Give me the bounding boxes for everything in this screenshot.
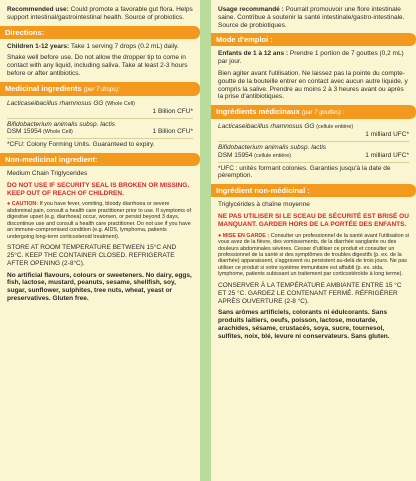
directions-header-fr: Mode d'emploi : — [211, 33, 416, 46]
security-warning: DO NOT USE IF SECURITY SEAL IS BROKEN OR MISSING. KEEP OUT OF REACH OF CHILDREN. — [7, 181, 190, 197]
directions-header: Directions: — [0, 26, 200, 39]
ingredient-2-fr: Bifidobacterium animalis subsp. lactis DSM 15954 (cellule entière) 1 milliard UFC* — [218, 144, 409, 163]
directions-text-fr: Bien agiter avant l'utilisation. Ne laissez pas la pointe du compte-goutte de la bouteille entrer en contact avec aucun autre liquide, y compris la salive. Prendre au moins 2 à 3 heures avant ou après la prise d'antibiotiques. — [218, 69, 408, 101]
children-dosage: Children 1-12 years: Take 1 serving 7 drops (0.2 mL) daily. — [7, 42, 179, 50]
medicinal-header: Medicinal ingredients (per 7 drops): — [0, 82, 200, 96]
french-panel — [211, 0, 416, 481]
caution: ● CAUTION: If you have fever, vomiting, bloody diarrhoea or severe abdominal pain, consult a health care practitioner prior to use. If symptoms of digestive upset (e.g. diarrhoea) occur, worsen, or persist beyond 3 days, discontinue use and consult a health care practitioner. Do not use if you have an immune-compromised condition (e.g. AIDS, lymphoma, patients undergoing long-term corticosteroid treatment). — [7, 201, 191, 240]
cfu-note: *CFU: Colony Forming Units. Guaranteed to expiry. — [7, 141, 155, 149]
ingredient-2: Bifidobacterium animalis subsp. lactis DSM 15954 (Whole Cell) 1 Billion CFU* — [7, 121, 193, 140]
security-warning-fr: NE PAS UTILISER SI LE SCEAU DE SÉCURITÉ EST BRISÉ OU MANQUANT. GARDER HORS DE LA PORTÉE DES ENFANTS. — [218, 212, 409, 228]
directions-text: Shake well before use. Do not allow the dropper tip to come in contact with any liquid, including saliva. Take at least 2-3 hours before or after antibiotics. — [7, 54, 188, 77]
children-dosage-fr: Enfants de 1 à 12 ans : Prendre 1 portion de 7 gouttes (0,2 mL) par jour. — [218, 50, 404, 66]
caution-fr: ● MISE EN GARDE : Consulter un professionnel de la santé avant l'utilisation si vous avez de la fièvre, des vomissements, de la diarrhée sanglante ou des douleurs abdominales sévères. Cesser d'utiliser ce produit et consulter un professionnel de la santé si des symptômes de troubles digestifs (p. ex. de la diarrhée) apparaissent, s'aggravent ou persistent au-delà de trois jours. Ne pas utiliser ce produit si votre système immunitaire est affaibli (p. ex. sida, lymphome, patients subissant un traitement par corticostéroïde à long terme). — [218, 232, 409, 278]
recommended-use: Recommended use: Could promote a favorable gut flora. Helps support intestinal/gastrointestinal health. Source of probiotics. — [7, 6, 193, 21]
nonmedicinal-text-fr: Triglycérides à chaîne moyenne — [218, 201, 310, 209]
free-from: No artificial flavours, colours or sweeteners. No dairy, eggs, fish, lactose, mustard, peanuts, sesame, shellfish, soy, sugar, sunflower, sulphites, tree nuts, wheat, yeast or preservatives. Gluten free. — [7, 271, 192, 303]
english-panel — [0, 0, 200, 481]
nonmedicinal-header-fr: Ingrédient non-médicinal : — [211, 184, 416, 197]
free-from-fr: Sans arômes artificiels, colorants ni édulcorants. Sans produits laitiers, oeufs, poisson, lactose, moutarde, arachides, sésame, crustacés, soya, sucre, tournesol, sulfites, noix, blé, levure ni conservateurs. Sans gluten. — [218, 309, 390, 340]
nonmedicinal-text: Medium Chain Triglycerides — [7, 169, 88, 177]
warning-dot-icon: ● — [7, 201, 11, 208]
nonmedicinal-header: Non-medicinal ingredient: — [0, 153, 200, 166]
warning-dot-icon: ● — [218, 232, 222, 239]
cfu-note-fr: *UFC : unités formant colonies. Garanties jusqu'à la date de péremption. — [218, 164, 391, 180]
medicinal-header-fr: Ingrédients médicinaux (par 7 gouttes) : — [211, 105, 416, 119]
recommended-use-fr: Usage recommandé : Pourrait promouvoir une flore intestinale saine. Contribue à soutenir la santé intestinale/gastro-intestinale. Source de probiotiques. — [218, 6, 405, 29]
storage-fr: CONSERVER À LA TEMPÉRATURE AMBIANTE ENTRE 15 °C ET 25 °C. GARDEZ LE CONTENANT FERMÉ. RÉFRIGÉRER APRÈS OUVERTURE (2-8 °C). — [218, 281, 402, 305]
ingredient-1: Lacticaseibacillus rhamnosus GG (Whole Cell) 1 Billion CFU* — [7, 100, 193, 119]
ingredient-1-fr: Lacticaseibacillus rhamnosus GG (cellule entière) 1 milliard UFC* — [218, 123, 409, 142]
storage: STORE AT ROOM TEMPERATURE BETWEEN 15°C AND 25°C. KEEP THE CONTAINER CLOSED. REFRIGERATE AFTER OPENING (2-8°C). — [7, 244, 177, 267]
